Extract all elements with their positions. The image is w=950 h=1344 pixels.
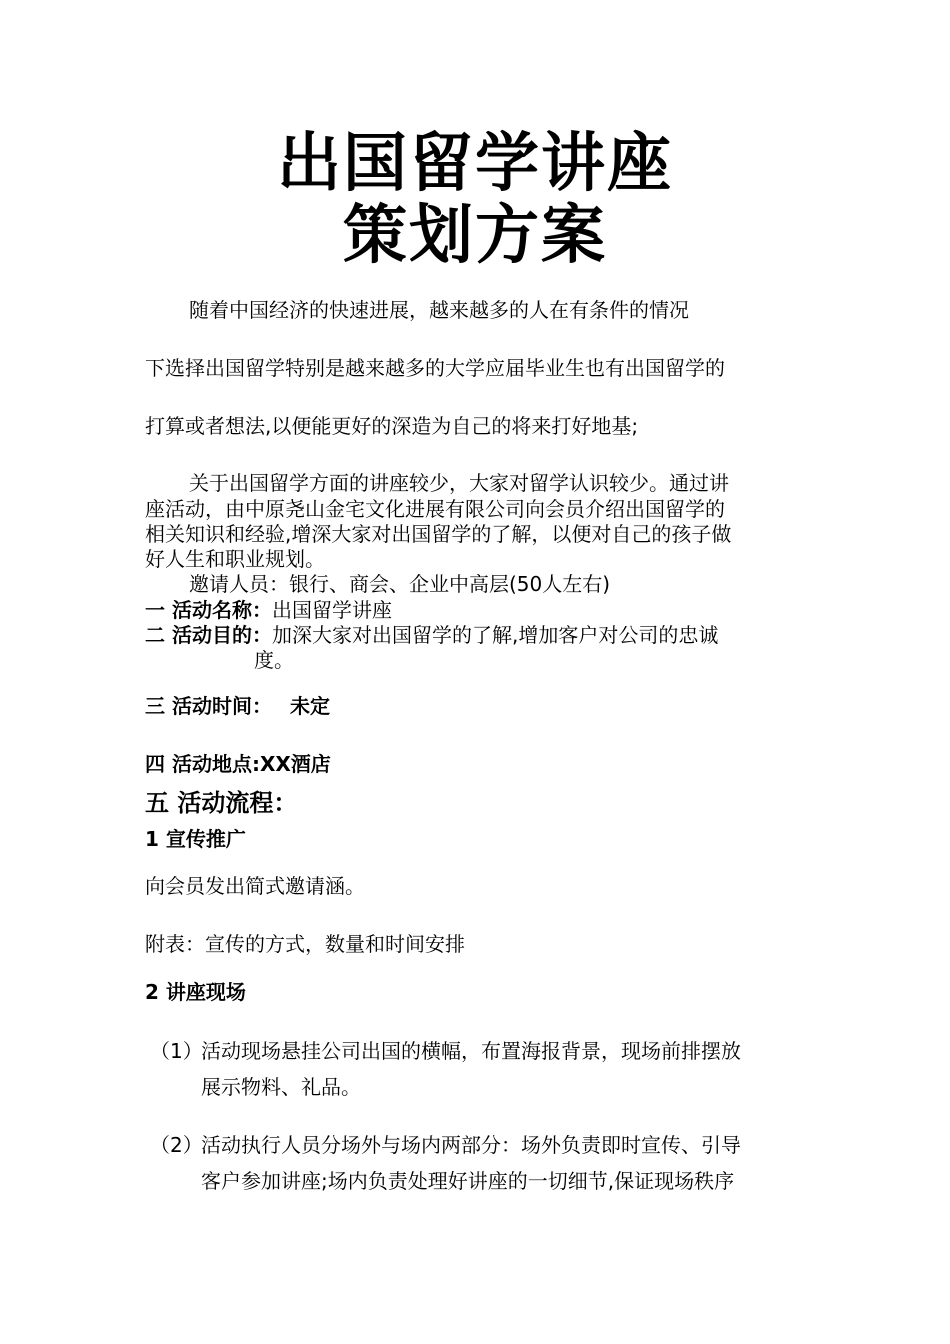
item-2-label: 二 活动目的： [145,623,272,647]
intro-line-2: 下选择出国留学特别是越来越多的大学应届毕业生也有出国留学的 [145,356,725,380]
step-1-line-2: 附表：宣传的方式，数量和时间安排 [145,932,465,956]
invite-line: 邀请人员：银行、商会、企业中高层(50人左右) [189,572,611,596]
para2-line-4: 好人生和职业规划。 [145,547,325,571]
para2-line-1: 关于出国留学方面的讲座较少，大家对留学认识较少。通过讲 [189,471,729,495]
para2-line-2: 座活动，由中原尧山金宅文化进展有限公司向会员介绍出国留学的 [145,497,725,521]
para2-line-3: 相关知识和经验,增深大家对出国留学的了解，以便对自己的孩子做 [145,522,732,546]
intro-line-1: 随着中国经济的快速进展，越来越多的人在有条件的情况 [189,298,689,322]
item-5-heading: 五 活动流程： [145,789,298,817]
document-title-line1: 出国留学讲座 [277,127,673,201]
step-1-heading: 1 宣传推广 [145,827,246,851]
item-3-value: 未定 [289,694,330,718]
item-2 [145,622,718,648]
document-title-line2: 策划方案 [343,199,607,273]
step-1-line-1: 向会员发出简式邀请涵。 [145,874,365,898]
step-2-item-2-line-1: 活动执行人员分场外与场内两部分：场外负责即时宣传、引导 [201,1133,741,1157]
item-1-label: 一 活动名称： [145,598,272,622]
item-3-label: 三 活动时间： [145,694,272,718]
item-4 [145,751,331,777]
step-2-item-1-number: （1） [150,1039,203,1063]
step-2-item-1-line-1: 活动现场悬挂公司出国的横幅，布置海报背景，现场前排摆放 [201,1039,741,1063]
step-2-item-1-line-2: 展示物料、礼品。 [201,1075,361,1099]
item-3 [145,693,330,719]
item-2-continuation: 度。 [254,648,294,672]
item-4-value: XX酒店 [259,752,331,776]
step-2-heading: 2 讲座现场 [145,980,246,1004]
step-2-item-2-number: （2） [150,1133,203,1157]
item-1 [145,597,392,623]
item-4-label: 四 活动地点: [145,752,260,776]
item-2-value: 加深大家对出国留学的了解,增加客户对公司的忠诚 [271,623,719,647]
item-1-value: 出国留学讲座 [271,598,392,622]
step-2-item-2-line-2: 客户参加讲座;场内负责处理好讲座的一切细节,保证现场秩序 [201,1169,735,1193]
intro-line-3: 打算或者想法,以便能更好的深造为自己的将来打好地基; [145,414,639,438]
